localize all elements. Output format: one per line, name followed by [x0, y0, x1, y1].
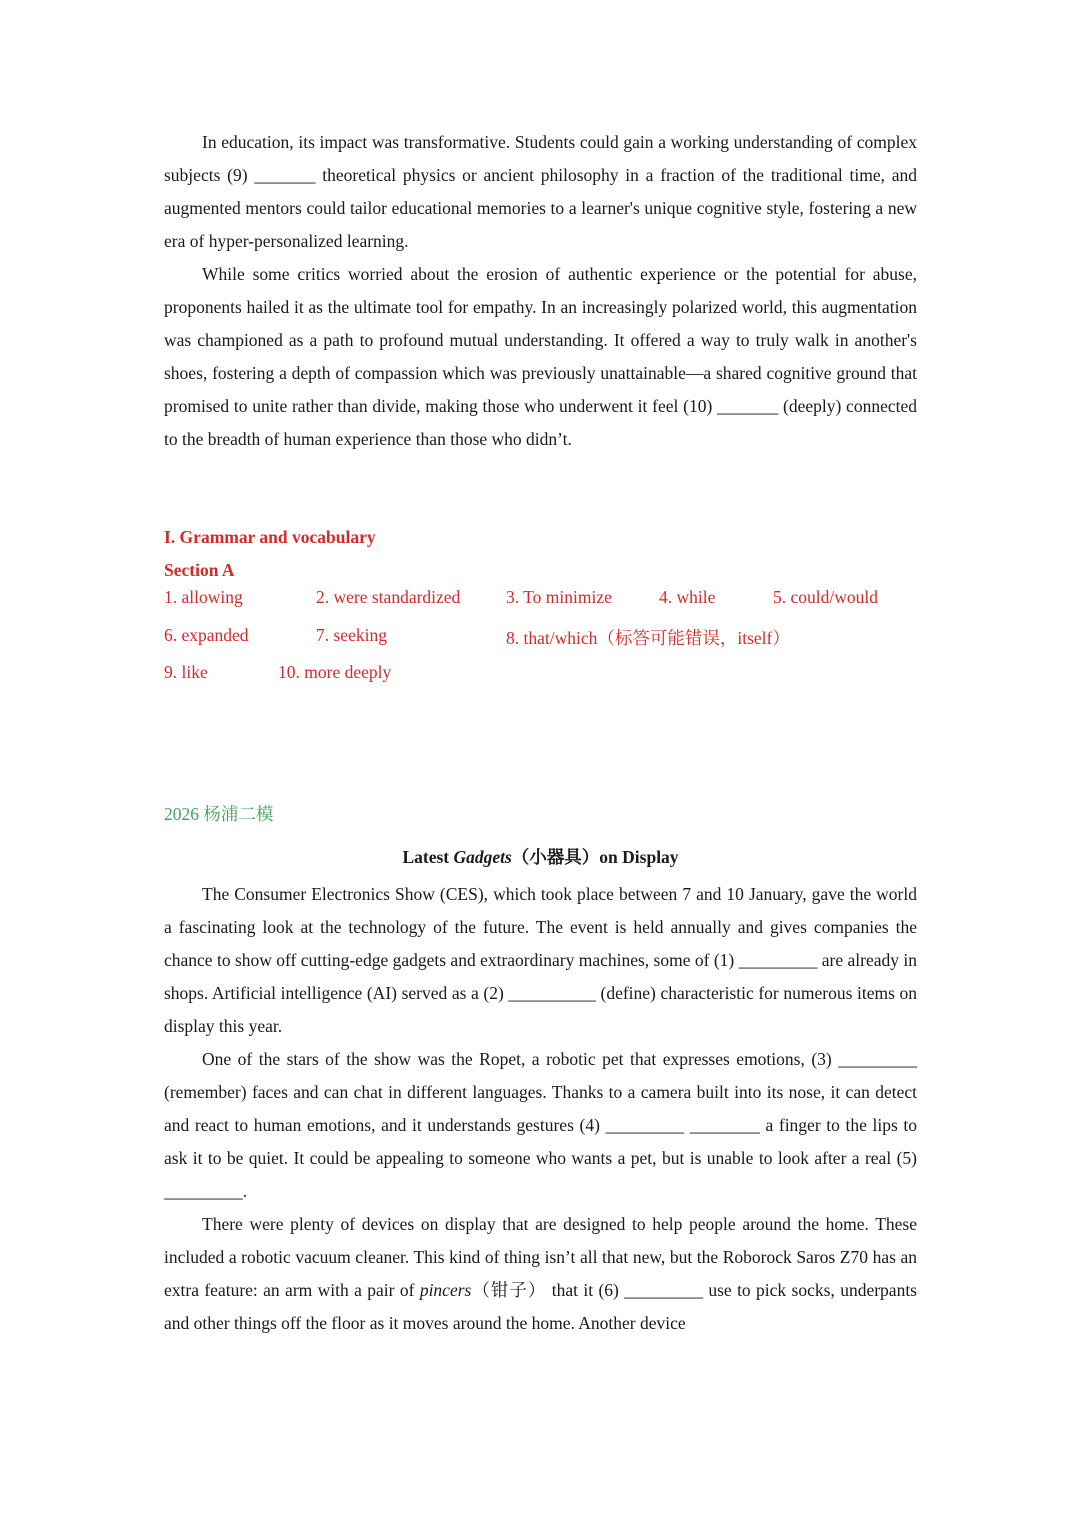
passage1-paragraph-2: While some critics worried about the erosion of authentic experience or the potential for abuse, proponents hailed it as the ultimate tool for empathy. In an increasingly polarized world, this augmentation was championed as a path to profound mutual understanding. It offered a way to truly walk in another's shoes, fostering a depth of compassion which was previously unattainable—a shared cognitive ground that promised to unite rather than divide, making those who underwent it feel (10) _______ (deeply) connected to the breadth of human experience than those who didn’t.: [164, 264, 917, 449]
passage2-paragraph-1: The Consumer Electronics Show (CES), which took place between 7 and 10 January, gave the world a fascinating look at the technology of the future. The event is held annually and gives companies the chance to show off cutting-edge gadgets and extraordinary machines, some of (1) _________ are already in shops. Artificial intelligence (AI) served as a (2) __________ (define) characteristic for numerous items on display this year.: [164, 883, 917, 1036]
answer-item: 5. could/would: [773, 587, 878, 607]
answer-item: 6. expanded: [164, 624, 249, 645]
answer-key: [164, 587, 917, 700]
passage2-paragraph-3: [164, 1208, 917, 1340]
exam-source-tag: 2026 杨浦二模: [164, 803, 274, 824]
answers-heading: I. Grammar and vocabulary: [164, 527, 376, 547]
title-emphasis: Gadgets: [453, 846, 512, 867]
document-page: [164, 126, 917, 1340]
title-suffix: （小器具）on Display: [511, 846, 679, 867]
answer-row-2: [164, 625, 917, 663]
passage1-paragraph-1: In education, its impact was transformative. Students could gain a working understanding of complex subjects (9) _______ theoretical physics or ancient philosophy in a fraction of the traditional time, and augmented mentors could tailor educational memories to a learner's unique cognitive style, fostering a new era of hyper-personalized learning.: [164, 132, 917, 251]
spacer: [164, 456, 917, 521]
paragraph-emphasis: pincers: [419, 1279, 472, 1300]
answers-section-label: Section A: [164, 560, 235, 580]
passage-title: [164, 841, 917, 874]
spacer: [164, 700, 917, 798]
answer-item: 4. while: [659, 587, 716, 607]
answer-item: 8. that/which（标答可能错误，itself）: [506, 627, 790, 648]
passage2-paragraph-2: One of the stars of the show was the Ropet, a robotic pet that expresses emotions, (3) _________ (remember) faces and can chat in different languages. Thanks to a camera built into its nose, it can detect and react to human emotions, and it understands gestures (4) _________ ________ a finger to the lips to ask it to be quiet. It could be appealing to someone who wants a pet, but is unable to look after a real (5) _________.: [164, 1048, 917, 1201]
answer-item: 7. seeking: [316, 624, 387, 645]
answer-item: 9. like: [164, 662, 208, 682]
answer-item: 2. were standardized: [316, 587, 461, 607]
answer-row-3: [164, 662, 917, 700]
answer-item: 1. allowing: [164, 587, 243, 607]
title-prefix: Latest: [402, 846, 454, 867]
paragraph-text: （钳子） that it (6) _________ use to pick socks, underpants and other things off the floor as it moves around the home. Another device: [164, 1279, 917, 1333]
answer-row-1: [164, 587, 917, 625]
answer-item: 3. To minimize: [506, 587, 612, 607]
paragraph-text: There were plenty of devices on display that are designed to help people around the home. These included a robotic vacuum cleaner. This kind of thing isn’t all that new, but the Roborock Saros Z70 has an extra feature: an arm with a pair of: [164, 1213, 917, 1300]
answer-item: 10. more deeply: [278, 662, 392, 682]
